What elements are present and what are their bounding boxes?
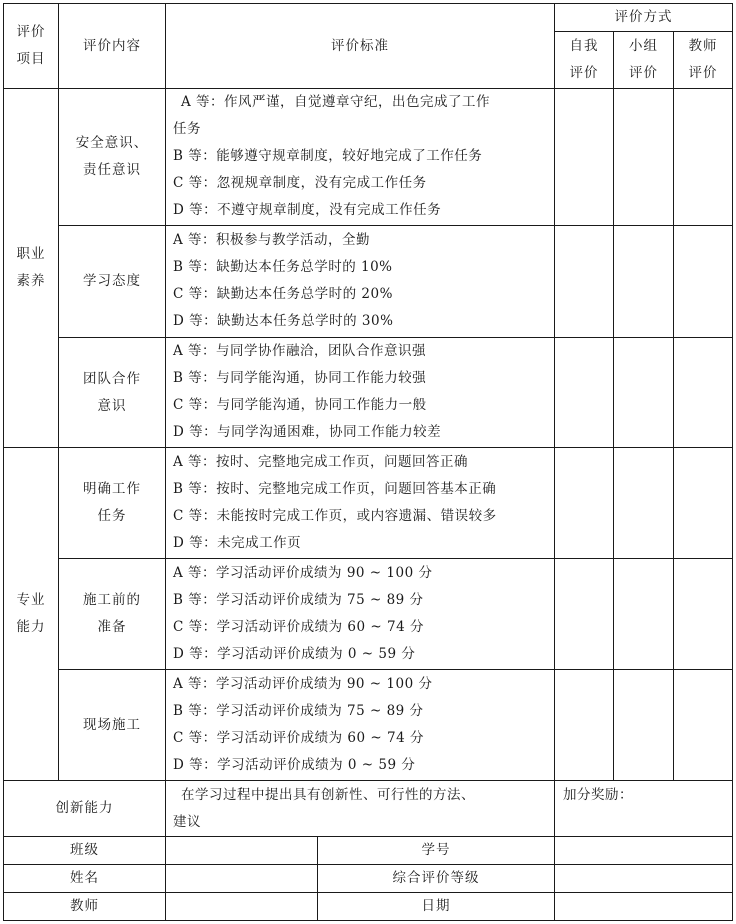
name-label: 姓名 [70,870,99,886]
criterion-d: D 等：未完成工作页 [173,535,302,551]
criterion-a: A 等：学习活动评价成绩为 90 ~ 100 分 [173,565,433,581]
criterion-c: C 等：忽视规章制度，没有完成工作任务 [173,175,427,191]
criterion-a: A 等：按时、完整地完成工作页，问题回答正确 [173,454,469,470]
criterion-c: C 等：未能按时完成工作页，或内容遗漏、错误较多 [173,508,497,524]
header-method: 评价方式 [614,9,673,25]
innovation-label: 创新能力 [55,800,114,816]
criterion-a-cont: 任务 [173,121,201,137]
content-safety-awareness: 安全意识、 责任意识 [75,135,149,178]
date-label: 日期 [421,898,451,914]
criterion-a: A 等：学习活动评价成绩为 90 ~ 100 分 [173,676,433,692]
criterion-b: B 等：按时、完整地完成工作页，问题回答基本正确 [173,481,497,497]
criterion-b: B 等：学习活动评价成绩为 75 ~ 89 分 [173,703,424,719]
content-clarify-task: 明确工作 任务 [83,481,141,524]
criterion-b: B 等：能够遵守规章制度，较好地完成了工作任务 [173,148,483,164]
criterion-d: D 等：与同学沟通困难，协同工作能力较差 [173,424,442,440]
content-pre-construction: 施工前的 准备 [83,592,141,635]
criterion-b: B 等：学习活动评价成绩为 75 ~ 89 分 [173,592,424,608]
criterion-a: A 等：积极参与教学活动，全勤 [173,232,371,248]
class-label: 班级 [70,842,99,858]
innovation-text-cont: 建议 [173,814,201,830]
criterion-a: A 等：与同学协作融洽，团队合作意识强 [173,343,427,359]
header-group-eval: 小组 评价 [629,38,658,81]
bonus-label: 加分奖励： [563,787,633,803]
header-teacher-eval: 教师 评价 [688,38,718,81]
content-learning-attitude: 学习态度 [83,273,141,289]
criterion-a: A 等：作风严谨，自觉遵章守纪，出色完成了工作 [181,94,491,110]
criterion-b: B 等：缺勤达本任务总学时的 10% [173,259,393,275]
criterion-c: C 等：学习活动评价成绩为 60 ~ 74 分 [173,730,424,746]
criterion-d: D 等：学习活动评价成绩为 0 ~ 59 分 [173,757,416,773]
student-id-label: 学号 [421,842,451,858]
content-on-site-construction: 现场施工 [83,716,141,733]
overall-grade-label: 综合评价等级 [392,870,480,886]
header-standard: 评价标准 [331,37,389,54]
header-content: 评价内容 [83,37,141,54]
innovation-text: 在学习过程中提出具有创新性、可行性的方法、 [181,787,475,803]
criterion-b: B 等：与同学能沟通，协同工作能力较强 [173,370,427,386]
criterion-c: C 等：学习活动评价成绩为 60 ~ 74 分 [173,619,424,635]
header-self-eval: 自我 评价 [569,38,599,81]
criterion-c: C 等：缺勤达本任务总学时的 20% [173,286,393,302]
category-professional-ability: 专业 能力 [16,592,46,635]
evaluation-table [3,3,733,921]
criterion-d: D 等：不遵守规章制度，没有完成工作任务 [173,202,442,218]
header-item: 评价 项目 [16,24,46,67]
category-professional-quality: 职业 素养 [16,246,46,289]
criterion-d: D 等：学习活动评价成绩为 0 ~ 59 分 [173,646,416,662]
criterion-d: D 等：缺勤达本任务总学时的 30% [173,313,394,329]
content-teamwork: 团队合作 意识 [83,370,141,414]
criterion-c: C 等：与同学能沟通，协同工作能力一般 [173,397,427,413]
teacher-label: 教师 [70,898,99,914]
